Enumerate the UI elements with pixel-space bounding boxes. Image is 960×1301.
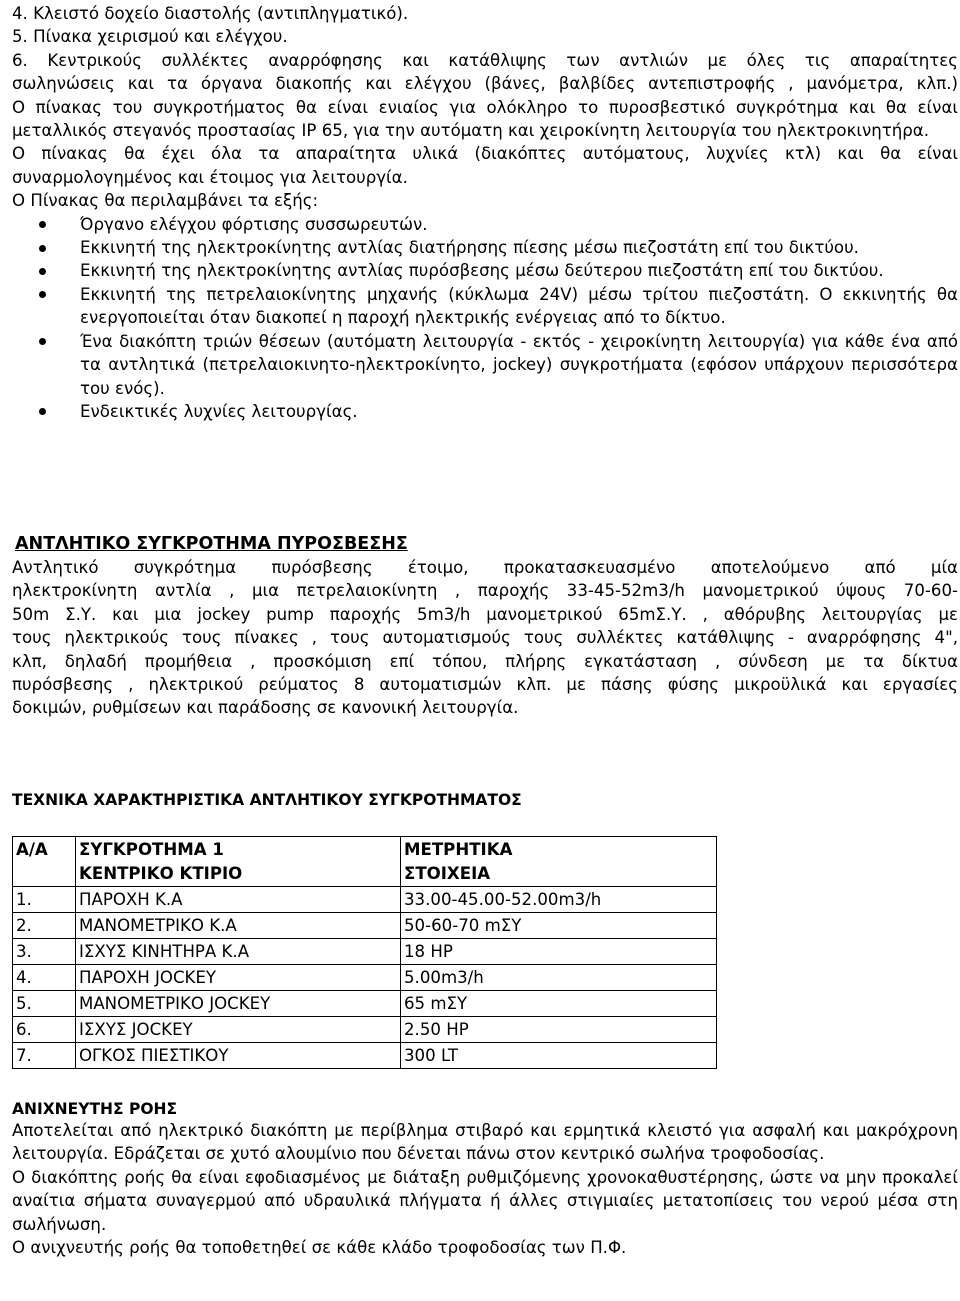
pump-text-line: κλπ, δηλαδή προμήθεια , προσκόμιση επί τόπου, πλήρης εγκατάσταση , σύνδεση με τα δίκτυα: [12, 651, 958, 671]
panel-paragraph-3: Ο Πίνακας θα περιλαμβάνει τα εξής:: [12, 191, 319, 211]
flow-paragraph-2: Ο διακόπτης ροής θα είναι εφοδιασμένος με διάταξη ρυθμιζόμενης χρονοκαθυστέρησης, ώστε να μην προκαλεί αναίτια σήματα συναγερμού από υδραυλικά πλήγματα ή άλλες στιγμιαίες μετατοπίσεις του νερού μέσα στη σωλήνωση.: [12, 1167, 958, 1234]
specs-heading-block: [12, 790, 958, 810]
table-row: 4. ΠΑΡΟΧΗ JOCKEY 5.00m3/h: [13, 965, 717, 991]
table-row: 3. ΙΣΧΥΣ ΚΙΝΗΤΗΡΑ Κ.Α 18 HP: [13, 939, 717, 965]
panel-paragraph-2: Ο πίνακας θα έχει όλα τα απαραίτητα υλικά (διακόπτες αυτόματους, λυχνίες κτλ) και θα είναι συναρμολογημένος και έτοιμος για λειτουργία.: [12, 144, 958, 187]
pump-text-line: ηλεκτροκίνητη αντλία , μια πετρελαιοκίνητη , παροχής 33-45-52m3/h μανομετρικού ύψους 70-60-: [12, 581, 958, 601]
specs-table-wrap: [12, 836, 717, 1069]
header-cell-system: ΣΥΓΚΡΟΤΗΜΑ 1 ΚΕΝΤΡΙΚΟ ΚΤΙΡΙΟ: [76, 837, 401, 887]
flow-paragraph-3: Ο ανιχνευτής ροής θα τοποθετηθεί σε κάθε κλάδο τροφοδοσίας των Π.Φ.: [12, 1238, 627, 1258]
pump-section: [12, 533, 958, 720]
panel-paragraph-1: Ο πίνακας του συγκροτήματος θα είναι ενιαίος για ολόκληρο το πυροσβεστικό συγκρότημα και θα είναι μεταλλικός στεγανός προστασίας IP 65, για την αυτόματη και χειροκίνητη λειτουργία του ηλεκτροκινητήρα.: [12, 97, 958, 141]
bullet-icon: [39, 245, 46, 252]
intro-item-5: 5. Πίνακα χειρισμού και ελέγχου.: [12, 27, 288, 47]
bullet-icon: [39, 291, 46, 298]
table-header-row: [13, 837, 717, 887]
pump-text-line: Αντλητικό συγκρότημα πυρόσβεσης έτοιμο, προκατασκευασμένο αποτελούμενο από μία: [12, 558, 958, 577]
list-item: Όργανο ελέγχου φόρτισης συσσωρευτών.: [12, 213, 958, 236]
list-item: Εκκινητή της πετρελαιοκίνητης μηχανής (κύκλωμα 24V) μέσω τρίτου πιεζοστάτη. Ο εκκινητής θα ενεργοποιείται όταν διακοπεί η παροχή ηλεκτρικής ενέργειας από το δίκτυο.: [12, 283, 958, 330]
list-item: Ενδεικτικές λυχνίες λειτουργίας.: [12, 400, 958, 423]
header-cell-metrics: ΜΕΤΡΗΤΙΚΑ ΣΤΟΙΧΕΙΑ: [401, 837, 717, 887]
table-row: 2. ΜΑΝΟΜΕΤΡΙΚΟ Κ.Α 50-60-70 mΣΥ: [13, 913, 717, 939]
list-item: Εκκινητή της ηλεκτροκίνητης αντλίας διατήρησης πίεσης μέσω πιεζοστάτη επί του δικτύου.: [12, 236, 958, 259]
pump-text-line: πυρόσβεσης , ηλεκτρικού ρεύματος 8 αυτοματισμών κλπ. με πάσης φύσης μικροϋλικά και εργασίες: [12, 675, 958, 695]
table-row: 1. ΠΑΡΟΧΗ Κ.Α 33.00-45.00-52.00m3/h: [13, 887, 717, 913]
intro-item-6-line1: 6. Κεντρικούς συλλέκτες αναρρόφησης και κατάθλιψης των αντλιών με όλες τις απαραίτητες: [12, 50, 958, 70]
bullet-icon: [39, 408, 46, 415]
list-item: Εκκινητή της ηλεκτροκίνητης αντλίας πυρόσβεσης μέσω δεύτερου πιεζοστάτη επί του δικτύου.: [12, 259, 958, 282]
flow-paragraph-1: Αποτελείται από ηλεκτρικό διακόπτη με περίβλημα στιβαρό και ερμητικά κλειστό για ασφαλή και μακρόχρονη λειτουργία. Εδράζεται σε χυτό αλουμίνιο που δένεται πάνω στον κεντρικό σωλήνα τροφοδοσίας.: [12, 1121, 958, 1164]
header-cell-index: Α/Α: [13, 837, 76, 887]
section-heading-flow: ΑΝΙΧΝΕΥΤΗΣ ΡΟΗΣ: [12, 1100, 178, 1118]
panel-bullet-list: [12, 213, 958, 424]
intro-item-4: 4. Κλειστό δοχείο διαστολής (αντιπληγματικό).: [12, 4, 409, 23]
pump-text-line: 50m Σ.Υ. και μια jockey pump παροχής 5m3/h μανομετρικού 65mΣ.Υ. , αθόρυβης λειτουργίας με: [12, 604, 958, 624]
table-row: 5. ΜΑΝΟΜΕΤΡΙΚΟ JOCKEY 65 mΣΥ: [13, 991, 717, 1017]
specs-heading: ΤΕΧΝΙΚΑ ΧΑΡΑΚΤΗΡΙΣΤΙΚΑ ΑΝΤΛΗΤΙΚΟΥ ΣΥΓΚΡΟΤΗΜΑΤΟΣ: [12, 791, 522, 809]
pump-text-line: τους ηλεκτρικούς τους πίνακες , τους αυτοματισμούς τους συλλέκτες κατάθλιψης - αναρρόφησης 4",: [12, 628, 958, 648]
pump-text-line: δοκιμών, ρυθμίσεων και παράδοσης σε κανονική λειτουργία.: [12, 698, 519, 718]
bullet-icon: [39, 268, 46, 275]
specs-table: [12, 836, 717, 1069]
bullet-icon: [39, 221, 46, 228]
table-row: 7. ΟΓΚΟΣ ΠΙΕΣΤΙΚΟΥ 300 LT: [13, 1043, 717, 1069]
section-heading-pump-set: ΑΝΤΛΗΤΙΚΟ ΣΥΓΚΡΟΤΗΜΑ ΠΥΡΟΣΒΕΣΗΣ: [15, 534, 408, 554]
flow-section: [12, 1099, 958, 1259]
list-item: Ένα διακόπτη τριών θέσεων (αυτόματη λειτουργία - εκτός - χειροκίνητη λειτουργία) για κάθε ένα από τα αντλητικά (πετρελαιοκινητο-ηλεκτροκίνητο, jockey) συγκροτήματα (εφόσον υπάρχουν περισσότερα του ενός).: [12, 330, 958, 400]
bullet-icon: [39, 338, 46, 345]
table-row: 6. ΙΣΧΥΣ JOCKEY 2.50 HP: [13, 1017, 717, 1043]
intro-block: [12, 2, 958, 423]
intro-item-6-line2: σωληνώσεις και τα όργανα διακοπής και ελέγχου (βάνες, βαλβίδες αντεπιστροφής , μανόμετρα, κλπ.): [12, 74, 958, 94]
